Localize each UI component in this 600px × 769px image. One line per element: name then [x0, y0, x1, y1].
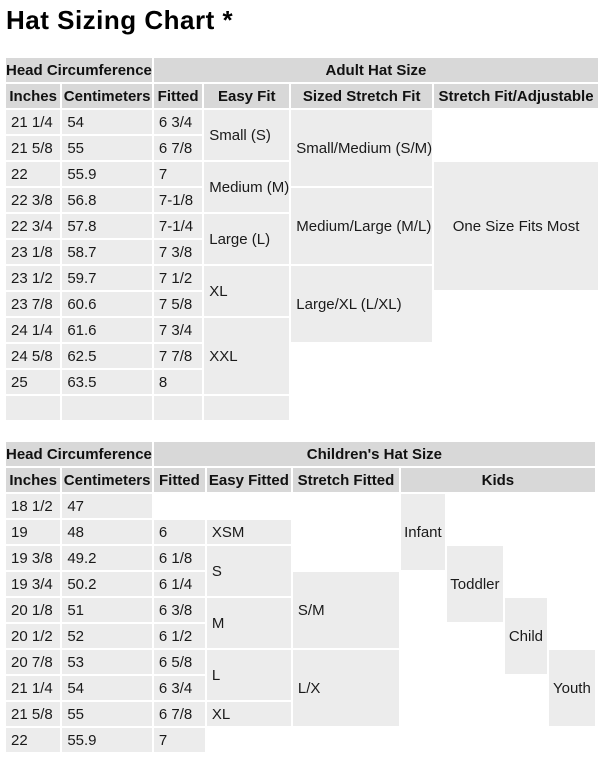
blank-cell [291, 344, 432, 420]
blank-cell [207, 728, 291, 752]
easy-fitted-cell: S [207, 546, 291, 596]
fitted-cell: 6 3/8 [154, 598, 205, 622]
blank-cell [447, 624, 503, 752]
fitted-column-header: Fitted [154, 84, 202, 108]
stretch-fitted-cell: S/M [293, 572, 399, 648]
centimeters-cell: 55 [62, 702, 152, 726]
fitted-cell: 7 [154, 162, 202, 186]
fitted-cell: 7-1/4 [154, 214, 202, 238]
centimeters-cell: 61.6 [62, 318, 152, 342]
blank-cell [434, 110, 598, 160]
sized-stretch-fit-cell: Medium/Large (M/L) [291, 188, 432, 264]
adult-column-header-row [6, 84, 598, 108]
centimeters-cell: 63.5 [62, 370, 152, 394]
blank-cell [293, 494, 399, 570]
blank-cell [505, 676, 547, 752]
kids-column-header: Kids [401, 468, 595, 492]
fitted-cell: 7 1/2 [154, 266, 202, 290]
fitted-cell: 6 1/8 [154, 546, 205, 570]
inches-column-header: Inches [6, 84, 60, 108]
easy-fit-cell: XXL [204, 318, 289, 394]
inches-cell: 18 1/2 [6, 494, 60, 518]
centimeters-cell: 55.9 [62, 728, 152, 752]
inches-cell: 19 3/4 [6, 572, 60, 596]
fitted-cell: 7 3/8 [154, 240, 202, 264]
fitted-cell: 6 7/8 [154, 702, 205, 726]
blank-cell [293, 728, 399, 752]
easy-fit-cell: Large (L) [204, 214, 289, 264]
centimeters-cell: 53 [62, 650, 152, 674]
blank-cell [434, 292, 598, 420]
easy-fitted-cell: XSM [207, 520, 291, 544]
empty-cell [6, 396, 60, 420]
centimeters-cell: 50.2 [62, 572, 152, 596]
inches-cell: 24 5/8 [6, 344, 60, 368]
blank-cell [505, 494, 547, 596]
centimeters-column-header: Centimeters [62, 84, 152, 108]
centimeters-cell: 57.8 [62, 214, 152, 238]
adult-hat-size-table [4, 56, 600, 422]
inches-cell: 25 [6, 370, 60, 394]
centimeters-cell: 58.7 [62, 240, 152, 264]
empty-cell [62, 396, 152, 420]
centimeters-cell: 48 [62, 520, 152, 544]
children-column-header-row [6, 468, 595, 492]
inches-cell: 21 1/4 [6, 676, 60, 700]
easy-fit-cell: Medium (M) [204, 162, 289, 212]
page-title: Hat Sizing Chart * [6, 5, 234, 35]
centimeters-cell: 59.7 [62, 266, 152, 290]
fitted-cell: 6 1/2 [154, 624, 205, 648]
children-hat-size-table [4, 440, 597, 754]
kids-child-cell: Child [505, 598, 547, 674]
sized-stretch-fit-cell: Large/XL (L/XL) [291, 266, 432, 342]
blank-cell [549, 494, 595, 648]
centimeters-cell: 60.6 [62, 292, 152, 316]
inches-cell: 21 5/8 [6, 136, 60, 160]
centimeters-column-header: Centimeters [62, 468, 152, 492]
kids-infant-cell: Infant [401, 494, 445, 570]
fitted-cell: 7 3/4 [154, 318, 202, 342]
inches-cell: 20 1/8 [6, 598, 60, 622]
fitted-cell: 8 [154, 370, 202, 394]
inches-cell: 22 3/8 [6, 188, 60, 212]
easy-fitted-cell: L [207, 650, 291, 700]
inches-cell: 21 5/8 [6, 702, 60, 726]
inches-cell: 19 3/8 [6, 546, 60, 570]
fitted-cell: 6 5/8 [154, 650, 205, 674]
inches-cell: 21 1/4 [6, 110, 60, 134]
stretch-fitted-column-header: Stretch Fitted [293, 468, 399, 492]
inches-cell: 20 1/2 [6, 624, 60, 648]
inches-cell: 22 [6, 162, 60, 186]
stretch-fitted-cell: L/X [293, 650, 399, 726]
fitted-cell: 6 3/4 [154, 676, 205, 700]
children-hat-size-header: Children's Hat Size [154, 442, 595, 466]
kids-toddler-cell: Toddler [447, 546, 503, 622]
centimeters-cell: 54 [62, 110, 152, 134]
centimeters-cell: 55 [62, 136, 152, 160]
easy-fit-column-header: Easy Fit [204, 84, 289, 108]
one-size-fits-most-cell: One Size Fits Most [434, 162, 598, 290]
blank-cell [154, 494, 205, 518]
fitted-cell: 7 7/8 [154, 344, 202, 368]
fitted-cell: 7 5/8 [154, 292, 202, 316]
stretch-fit-adjustable-column-header: Stretch Fit/Adjustable [434, 84, 598, 108]
table-row [6, 494, 595, 518]
kids-youth-cell: Youth [549, 650, 595, 726]
empty-cell [204, 396, 289, 420]
inches-cell: 24 1/4 [6, 318, 60, 342]
inches-cell: 22 3/4 [6, 214, 60, 238]
sized-stretch-fit-cell: Small/Medium (S/M) [291, 110, 432, 186]
centimeters-cell: 55.9 [62, 162, 152, 186]
easy-fit-cell: XL [204, 266, 289, 316]
inches-cell: 23 1/2 [6, 266, 60, 290]
inches-cell: 20 7/8 [6, 650, 60, 674]
easy-fitted-cell: M [207, 598, 291, 648]
inches-cell: 22 [6, 728, 60, 752]
fitted-cell: 6 1/4 [154, 572, 205, 596]
children-group-header-row [6, 442, 595, 466]
head-circumference-header: Head Circumference [6, 58, 152, 82]
blank-cell [549, 728, 595, 752]
table-row [6, 110, 598, 134]
centimeters-cell: 49.2 [62, 546, 152, 570]
fitted-cell: 7 [154, 728, 205, 752]
inches-column-header: Inches [6, 468, 60, 492]
inches-cell: 23 1/8 [6, 240, 60, 264]
centimeters-cell: 51 [62, 598, 152, 622]
centimeters-cell: 54 [62, 676, 152, 700]
easy-fit-cell: Small (S) [204, 110, 289, 160]
adult-group-header-row [6, 58, 598, 82]
inches-cell: 23 7/8 [6, 292, 60, 316]
blank-cell [447, 494, 503, 544]
empty-cell [154, 396, 202, 420]
fitted-column-header: Fitted [154, 468, 205, 492]
blank-cell [207, 494, 291, 518]
centimeters-cell: 62.5 [62, 344, 152, 368]
centimeters-cell: 47 [62, 494, 152, 518]
adult-hat-size-header: Adult Hat Size [154, 58, 598, 82]
sized-stretch-fit-column-header: Sized Stretch Fit [291, 84, 432, 108]
easy-fitted-column-header: Easy Fitted [207, 468, 291, 492]
centimeters-cell: 56.8 [62, 188, 152, 212]
fitted-cell: 6 3/4 [154, 110, 202, 134]
easy-fitted-cell: XL [207, 702, 291, 726]
fitted-cell: 7-1/8 [154, 188, 202, 212]
head-circumference-header: Head Circumference [6, 442, 152, 466]
fitted-cell: 6 [154, 520, 205, 544]
blank-cell [401, 572, 445, 752]
inches-cell: 19 [6, 520, 60, 544]
fitted-cell: 6 7/8 [154, 136, 202, 160]
centimeters-cell: 52 [62, 624, 152, 648]
